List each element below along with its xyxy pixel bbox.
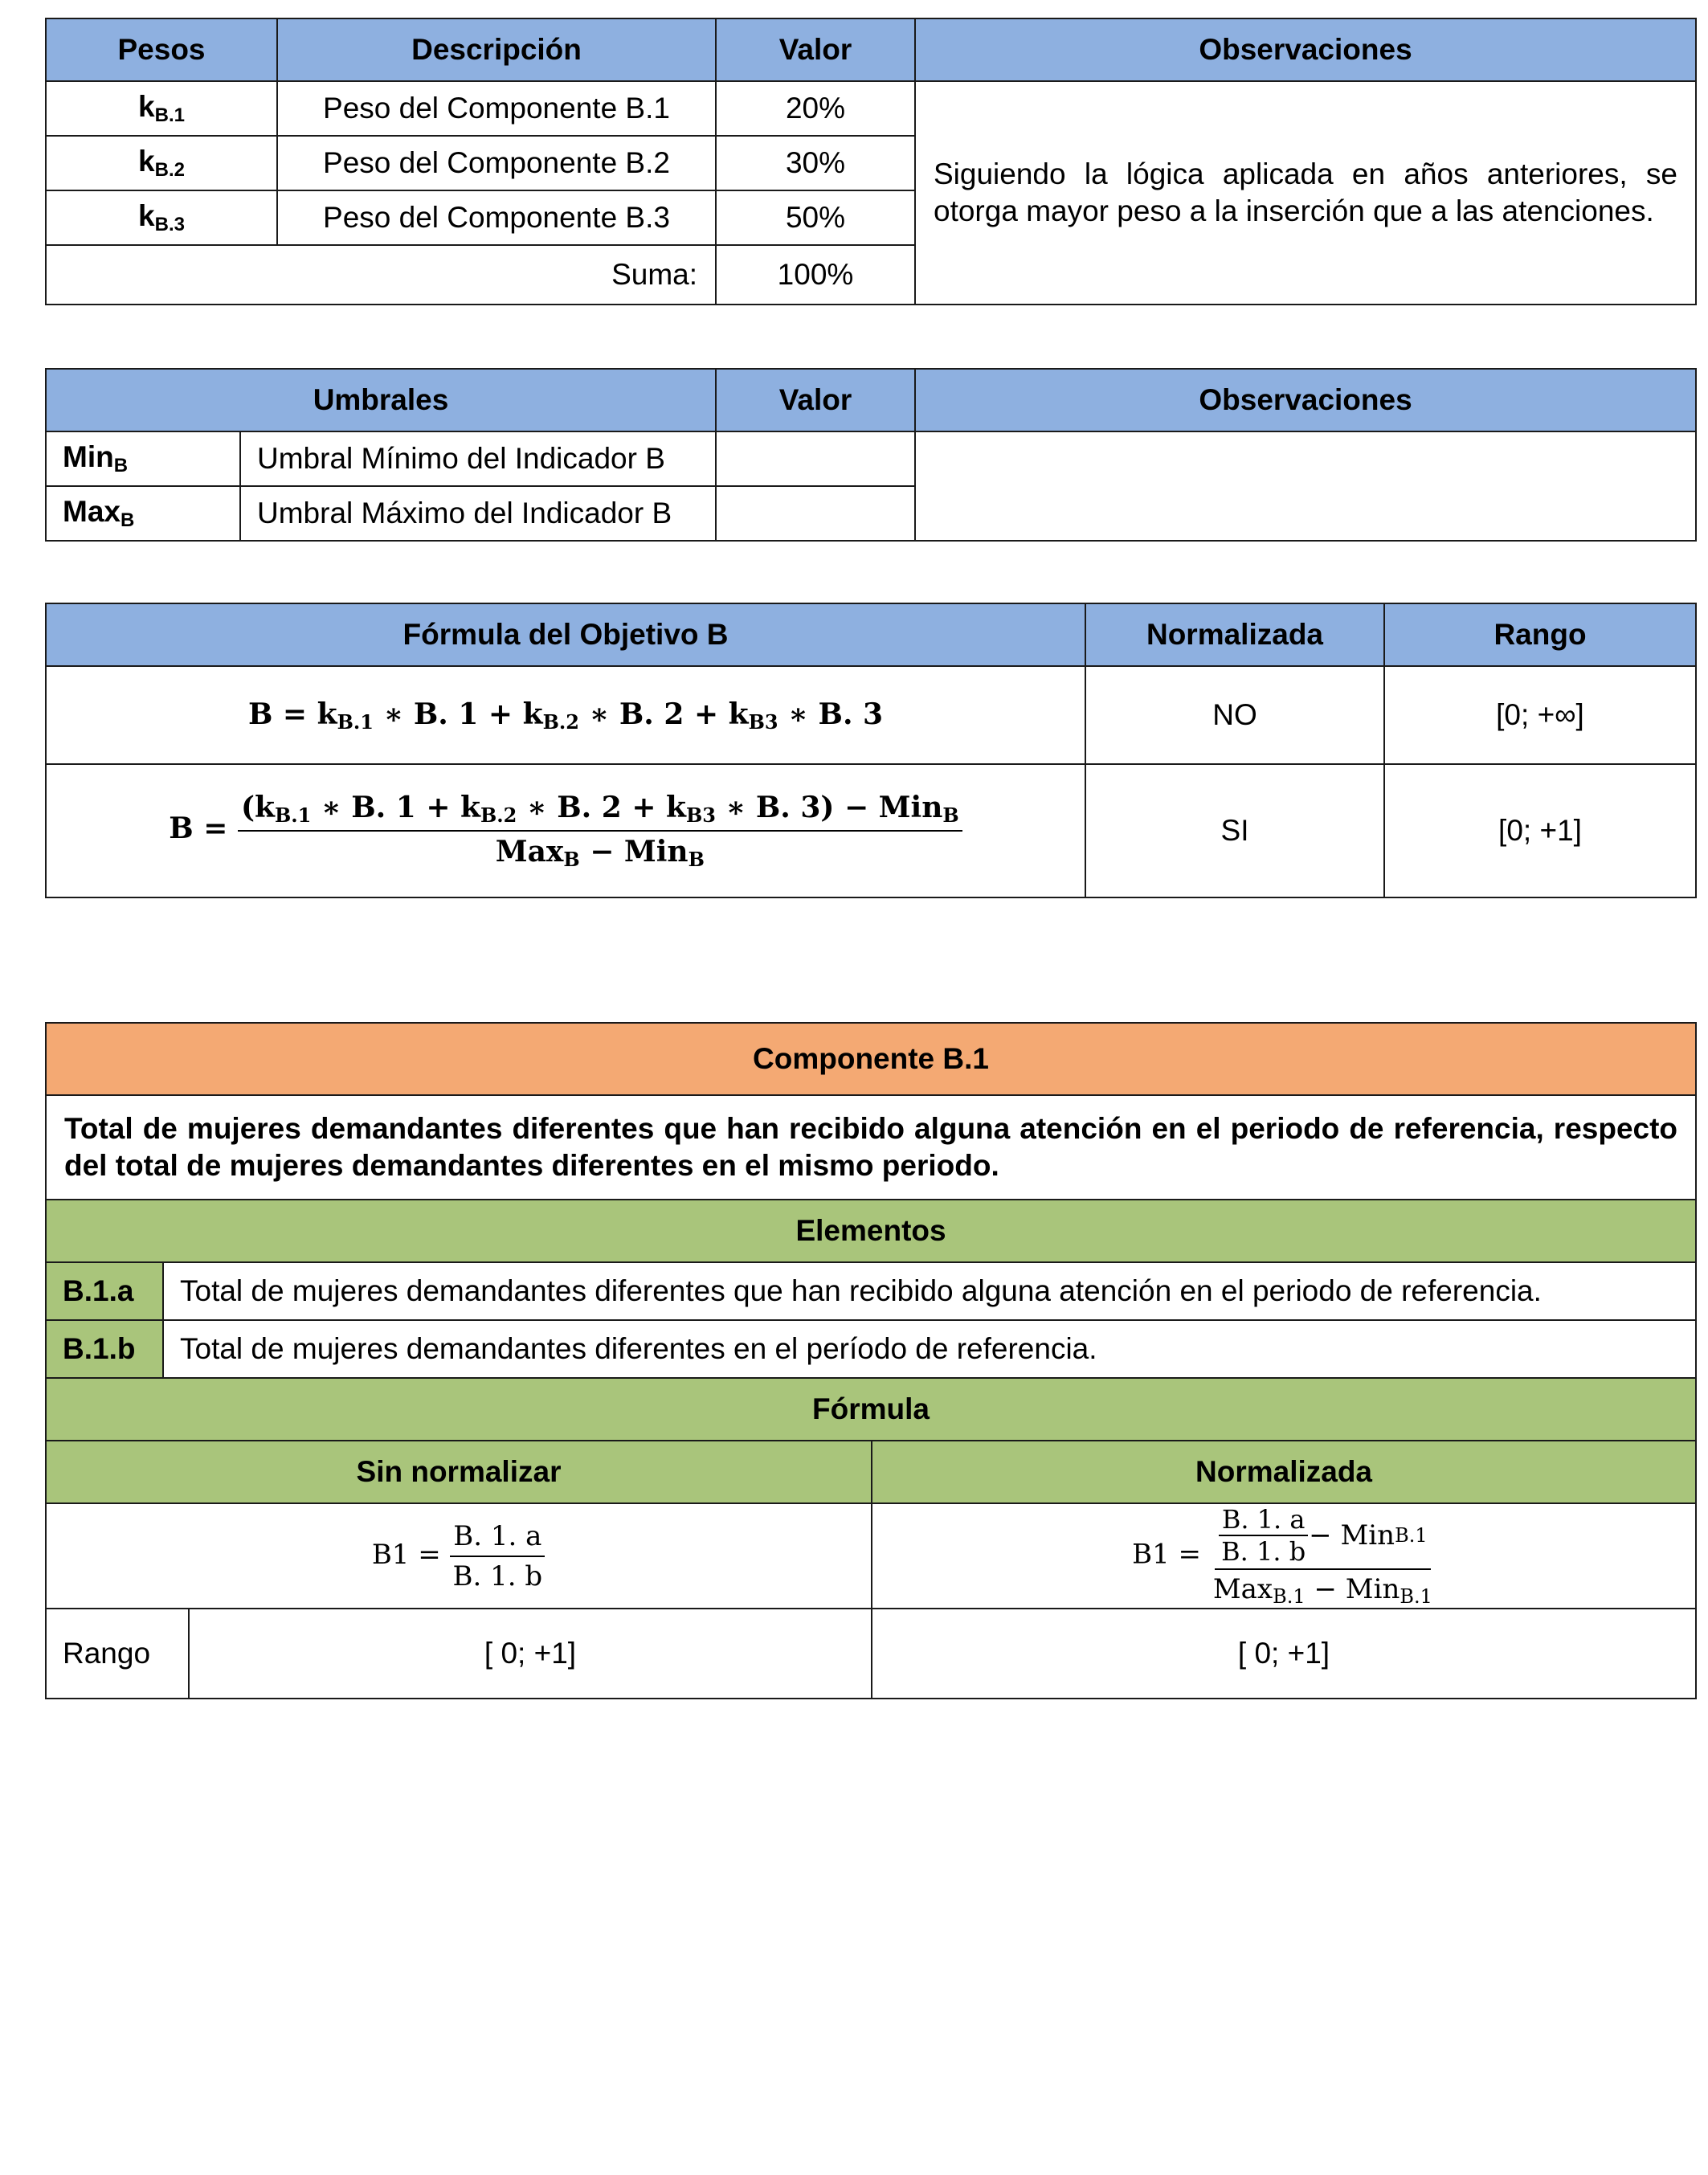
rango-value: [0; +∞] bbox=[1384, 666, 1696, 764]
fraction: $\frac{B. 1. a}{B. 1. b}$ bbox=[450, 1520, 546, 1592]
header-normalizada: Normalizada bbox=[1085, 603, 1384, 666]
formula-row bbox=[46, 1503, 1696, 1609]
formula-sin-normalizar: B1 = $\frac{B. 1. a}{B. 1. b}$ bbox=[46, 1503, 872, 1609]
peso-symbol: $k_{B.1}$ bbox=[46, 81, 277, 136]
umbral-symbol: Min$_B$ bbox=[46, 431, 240, 486]
document-page bbox=[45, 18, 1695, 1699]
rango-value: [0; +1] bbox=[1384, 764, 1696, 897]
table-row bbox=[46, 431, 1696, 486]
header-valor: Valor bbox=[716, 18, 915, 81]
componente-title: Componente B.1 bbox=[46, 1023, 1696, 1095]
suma-value: 100% bbox=[716, 245, 915, 305]
peso-symbol: $k_{B.2}$ bbox=[46, 136, 277, 190]
peso-description: Peso del Componente B.2 bbox=[277, 136, 716, 190]
elementos-header: Elementos bbox=[46, 1200, 1696, 1262]
componente-description: Total de mujeres demandantes diferentes que han recibido alguna atención en el periodo de referencia, respecto del total de mujeres demandantes diferentes en el mismo periodo. bbox=[46, 1095, 1696, 1200]
header-observaciones: Observaciones bbox=[915, 369, 1696, 431]
normalizada-value: NO bbox=[1085, 666, 1384, 764]
formula-table bbox=[45, 603, 1697, 898]
suma-label: Suma: bbox=[46, 245, 716, 305]
formula-objetivo-b-normalizada: B = $\frac{(k_{B.1} ∗ B. 1 + k_{B.2} ∗ B. 2 + k_{B3} ∗ B. 3) - Min_B}{Max_B - Min_B}$ bbox=[46, 764, 1085, 897]
table-row bbox=[46, 666, 1696, 764]
table-row bbox=[46, 764, 1696, 897]
fraction: $\frac{B. 1. a}{B. 1. b}$ − Min B.1 Max$_{B.1}$ − Min$_{B.1}$ bbox=[1212, 1504, 1432, 1608]
header-rango: Rango bbox=[1384, 603, 1696, 666]
peso-symbol: $k_{B.3}$ bbox=[46, 190, 277, 245]
header-pesos: Pesos bbox=[46, 18, 277, 81]
umbral-observaciones bbox=[915, 431, 1696, 541]
header-umbrales: Umbrales bbox=[46, 369, 716, 431]
list-item bbox=[46, 1262, 1696, 1320]
sin-normalizar-header: Sin normalizar bbox=[46, 1441, 872, 1503]
list-item bbox=[46, 1320, 1696, 1378]
umbral-symbol: Max$_B$ bbox=[46, 486, 240, 541]
observacion-text: Siguiendo la lógica aplicada en años anteriores, se otorga mayor peso a la inserción que a las atenciones. bbox=[915, 81, 1696, 305]
rango-normalizada: [ 0; +1] bbox=[872, 1609, 1696, 1699]
umbrales-table bbox=[45, 368, 1697, 542]
peso-description: Peso del Componente B.1 bbox=[277, 81, 716, 136]
rango-sin-normalizar: [ 0; +1] bbox=[189, 1609, 872, 1699]
formula-objetivo-b: $B = k_{B.1}$ ∗ B. $1 + k_{B.2}$ ∗ B. $2 + k_{B3}$ ∗ B. 3 bbox=[46, 666, 1085, 764]
umbral-value bbox=[716, 486, 915, 541]
rango-row bbox=[46, 1609, 1696, 1699]
elemento-code: B.1.a bbox=[46, 1262, 163, 1320]
normalizada-header: Normalizada bbox=[872, 1441, 1696, 1503]
formula-normalizada: B1 = $\frac{B. 1. a}{B. 1. b}$ − Min B.1 Max$_{B.1}$ − Min$_{B.1}$ bbox=[872, 1503, 1696, 1609]
peso-description: Peso del Componente B.3 bbox=[277, 190, 716, 245]
peso-value: 50% bbox=[716, 190, 915, 245]
umbral-value bbox=[716, 431, 915, 486]
elemento-text: Total de mujeres demandantes diferentes que han recibido alguna atención en el periodo de referencia. bbox=[163, 1262, 1696, 1320]
formula-header: Fórmula bbox=[46, 1378, 1696, 1441]
table-row bbox=[46, 81, 1696, 136]
umbral-description: Umbral Máximo del Indicador B bbox=[240, 486, 716, 541]
header-formula: Fórmula del Objetivo B bbox=[46, 603, 1085, 666]
peso-value: 30% bbox=[716, 136, 915, 190]
rango-label: Rango bbox=[46, 1609, 189, 1699]
pesos-table bbox=[45, 18, 1697, 305]
header-observaciones: Observaciones bbox=[915, 18, 1696, 81]
elemento-code: B.1.b bbox=[46, 1320, 163, 1378]
fraction: $\frac{(k_{B.1} ∗ B. 1 + k_{B.2} ∗ B. 2 + k_{B3} ∗ B. 3) - Min_B}{Max_B - Min_B}$ bbox=[238, 791, 962, 871]
componente-table bbox=[45, 1022, 1697, 1699]
header-descripcion: Descripción bbox=[277, 18, 716, 81]
peso-value: 20% bbox=[716, 81, 915, 136]
elemento-text: Total de mujeres demandantes diferentes en el período de referencia. bbox=[163, 1320, 1696, 1378]
normalizada-value: SI bbox=[1085, 764, 1384, 897]
umbral-description: Umbral Mínimo del Indicador B bbox=[240, 431, 716, 486]
header-valor: Valor bbox=[716, 369, 915, 431]
